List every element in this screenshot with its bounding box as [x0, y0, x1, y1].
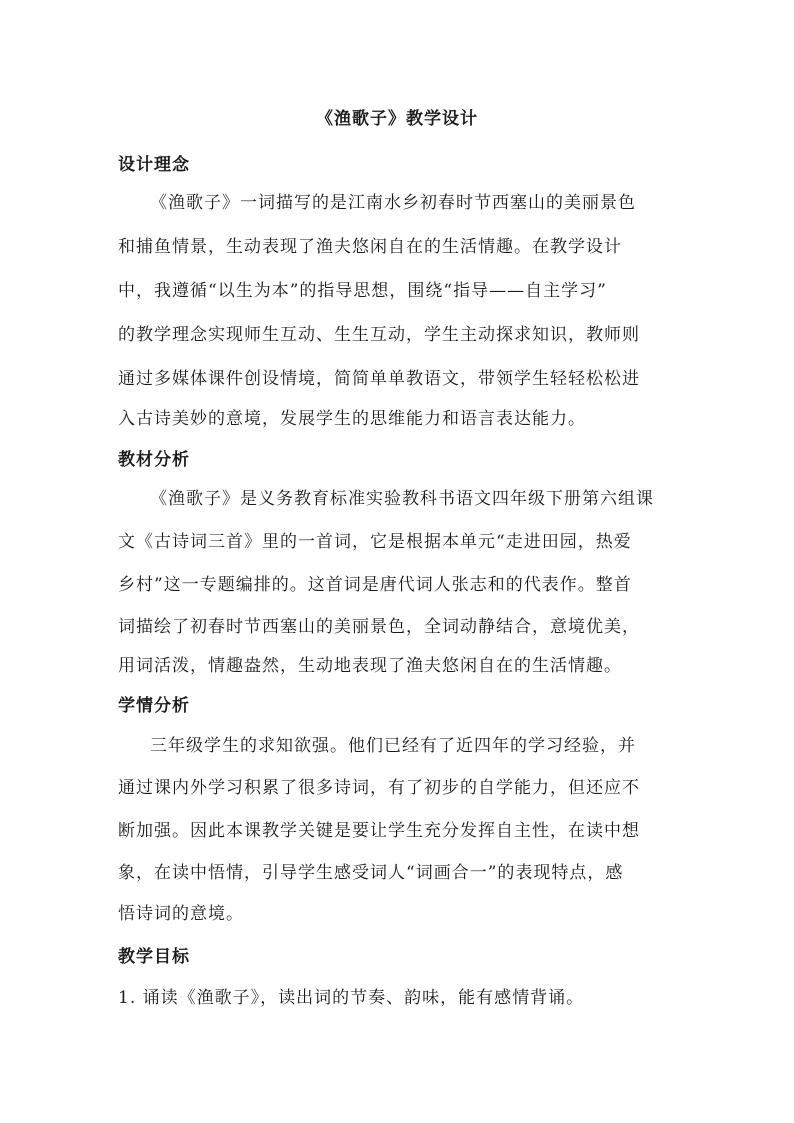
section-heading-design-concept: 设计理念 — [118, 155, 190, 175]
paragraph-line: 中，我遵循“以生为本”的指导思想，围绕“指导——自主学习” — [118, 281, 607, 301]
paragraph-line: 通过课内外学习积累了很多诗词，有了初步的自学能力，但还应不 — [118, 778, 640, 798]
page-title: 《渔歌子》教学设计 — [316, 109, 478, 129]
paragraph-line: 悟诗词的意境。 — [118, 904, 244, 924]
paragraph-line: 《渔歌子》一词描写的是江南水乡初春时节西塞山的美丽景色 — [150, 193, 636, 213]
section-heading-teaching-goals: 教学目标 — [118, 947, 190, 967]
paragraph-line: 三年级学生的求知欲强。他们已经有了近四年的学习经验，并 — [150, 736, 636, 756]
paragraph-line: 《渔歌子》是义务教育标准实验教科书语文四年级下册第六组课 — [150, 489, 654, 509]
section-heading-learner-analysis: 学情分析 — [118, 696, 190, 716]
paragraph-line: 和捕鱼情景，生动表现了渔夫悠闲自在的生活情趣。在教学设计 — [118, 237, 622, 257]
section-heading-material-analysis: 教材分析 — [118, 450, 190, 470]
goal-item: 1. 诵读《渔歌子》，读出词的节奏、韵味，能有感情背诵。 — [118, 988, 585, 1008]
paragraph-line: 入古诗美妙的意境，发展学生的思维能力和语言表达能力。 — [118, 409, 586, 429]
paragraph-line: 词描绘了初春时节西塞山的美丽景色，全词动静结合，意境优美， — [118, 617, 640, 637]
paragraph-line: 断加强。因此本课教学关键是要让学生充分发挥自主性，在读中想 — [118, 821, 640, 841]
paragraph-line: 文《古诗词三首》里的一首词，它是根据本单元“走进田园，热爱 — [118, 532, 632, 552]
paragraph-line: 用词活泼，情趣盎然，生动地表现了渔夫悠闲自在的生活情趣。 — [118, 656, 622, 676]
paragraph-line: 的教学理念实现师生互动、生生互动，学生主动探求知识，教师则 — [118, 325, 640, 345]
paragraph-line: 乡村”这一专题编排的。这首词是唐代词人张志和的代表作。整首 — [118, 575, 632, 595]
paragraph-line: 象，在读中悟情，引导学生感受词人“词画合一”的表现特点，感 — [118, 863, 624, 883]
paragraph-line: 通过多媒体课件创设情境，简简单单教语文，带领学生轻轻松松进 — [118, 369, 640, 389]
